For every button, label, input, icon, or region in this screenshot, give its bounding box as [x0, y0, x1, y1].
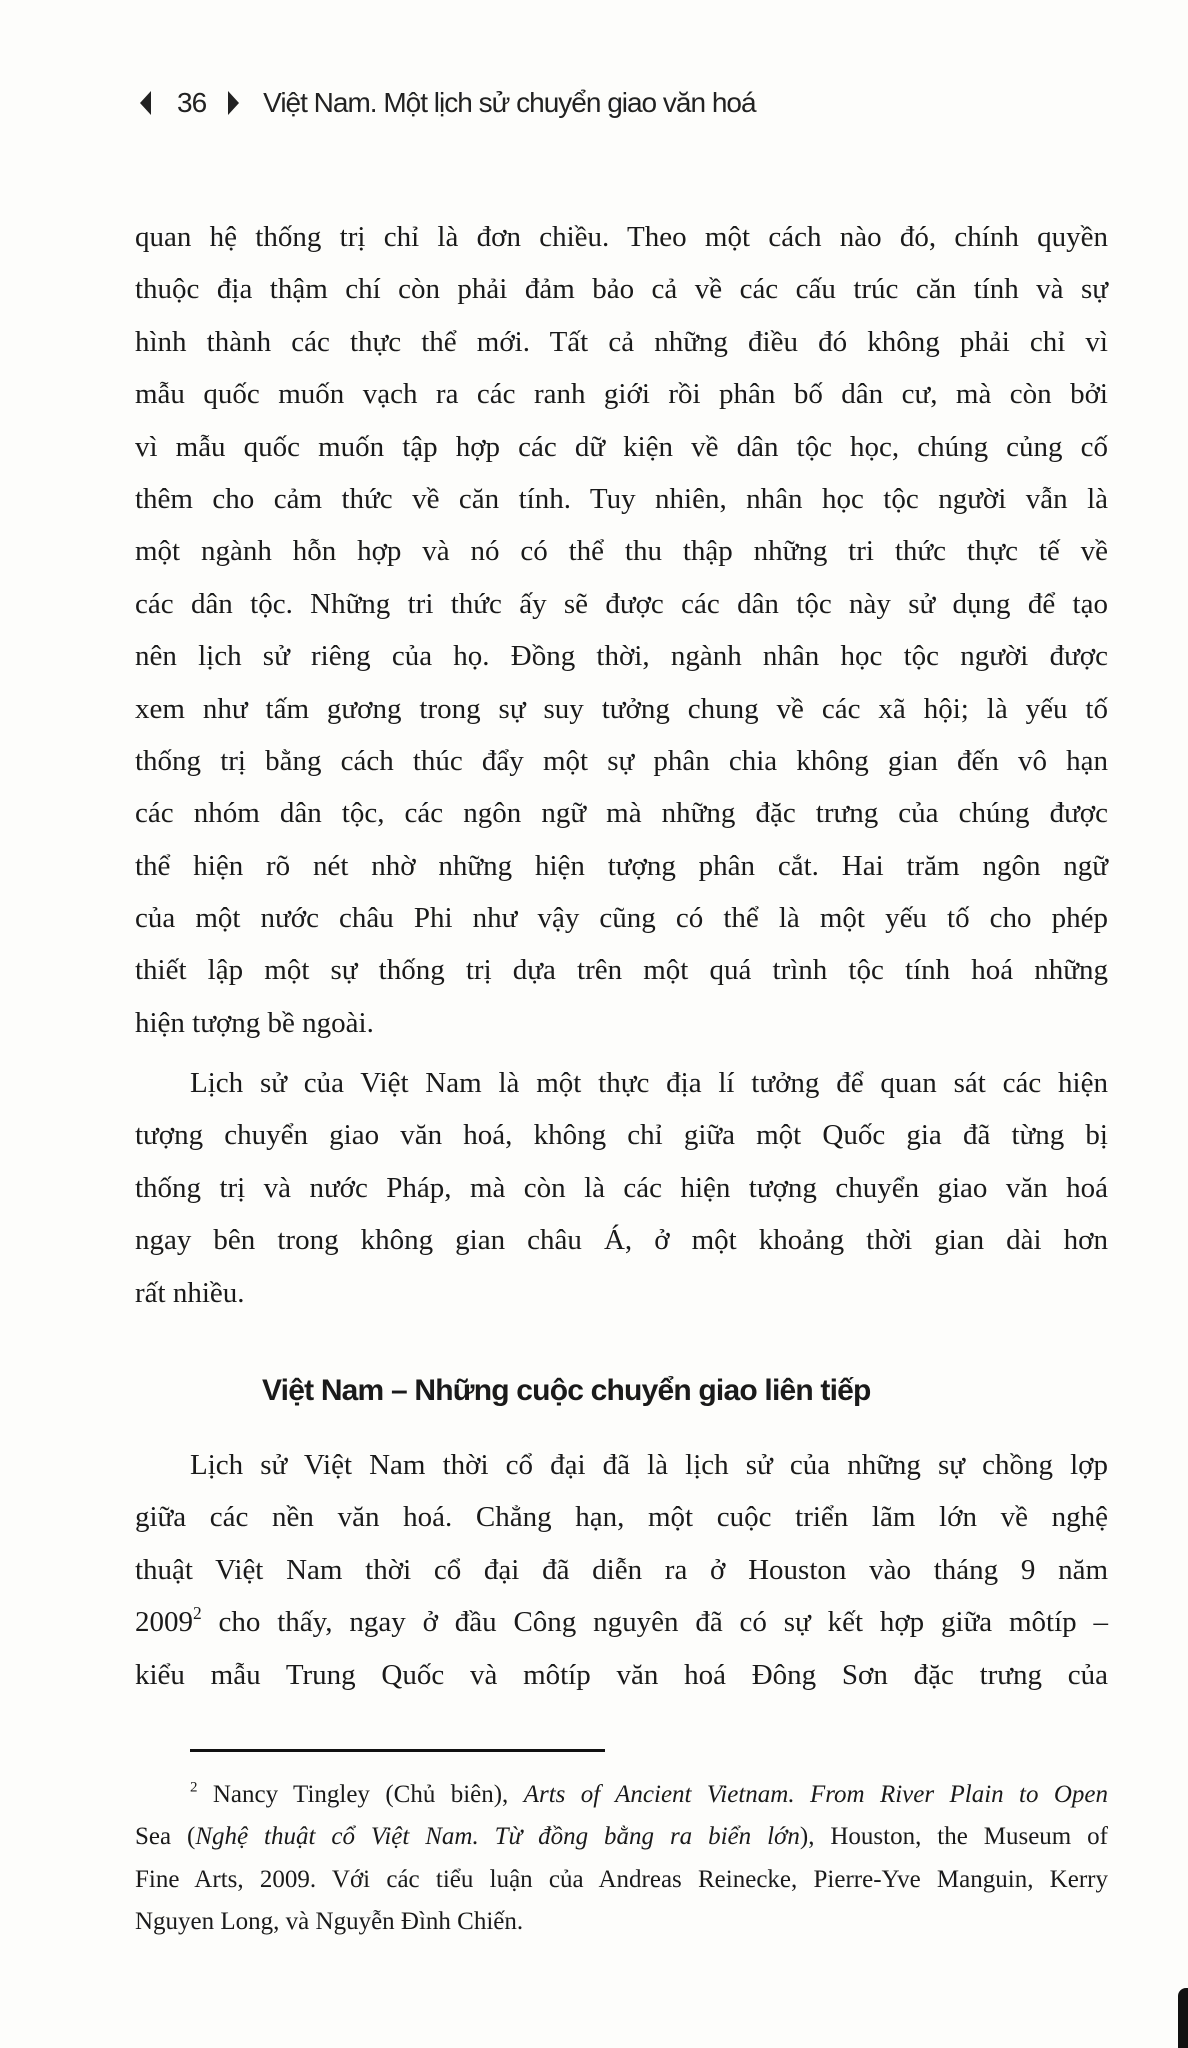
text: Nancy Tingley (Chủ biên), [197, 1781, 524, 1808]
footnote-marker: 2 [190, 1779, 198, 1796]
text: cho thấy, ngay ở đầu Công nguyên đã có sự kết hợp giữa môtíp – [201, 1606, 1108, 1639]
text-line: vì mẫu quốc muốn tập hợp các dữ kiện về dân tộc học, chúng củng cố [135, 430, 1108, 463]
footnote-line: Fine Arts, 2009. Với các tiểu luận của Andreas Reinecke, Pierre-Yve Manguin, Kerry [135, 1865, 1108, 1893]
text: ), Houston, the Museum of [799, 1823, 1109, 1851]
text-line: xem như tấm gương trong sự suy tưởng chung về các xã hội; là yếu tố [135, 692, 1108, 725]
running-header [140, 82, 756, 124]
footnote-line: Nguyen Long, và Nguyễn Đình Chiến. [135, 1907, 524, 1935]
page-number: 36 [177, 87, 207, 118]
text: 2009 [135, 1606, 193, 1639]
text-line: hiện tượng bề ngoài. [135, 1006, 374, 1039]
footnote-rule [190, 1749, 605, 1752]
book-title: Arts of Ancient Vietnam. From River Plain to Open [523, 1781, 1108, 1808]
text-line: nên lịch sử riêng của họ. Đồng thời, ngành nhân học tộc người được [135, 640, 1108, 673]
right-triangle-icon [228, 91, 239, 115]
text-line: thiết lập một sự thống trị dựa trên một quá trình tộc tính hoá những [135, 954, 1108, 987]
text-line: giữa các nền văn hoá. Chẳng hạn, một cuộc triển lãm lớn về nghệ [135, 1501, 1108, 1534]
text-line: thể hiện rõ nét nhờ những hiện tượng phân cắt. Hai trăm ngôn ngữ [135, 849, 1108, 882]
text-line: kiểu mẫu Trung Quốc và môtíp văn hoá Đông Sơn đặc trưng của [135, 1658, 1108, 1691]
text-line: ngay bên trong không gian châu Á, ở một khoảng thời gian dài hơn [135, 1224, 1108, 1257]
text-line: mẫu quốc muốn vạch ra các ranh giới rồi phân bố dân cư, mà còn bởi [135, 378, 1108, 411]
footnote-ref[interactable]: 2 [193, 1603, 202, 1623]
text-line: hình thành các thực thể mới. Tất cả những điều đó không phải chỉ vì [135, 325, 1108, 358]
section-heading: Việt Nam – Những cuộc chuyển giao liên tiếp [262, 1374, 871, 1407]
text-line: quan hệ thống trị chỉ là đơn chiều. Theo một cách nào đó, chính quyền [135, 221, 1108, 253]
text-line: các nhóm dân tộc, các ngôn ngữ mà những đặc trưng của chúng được [135, 797, 1108, 830]
footnote-line [135, 1774, 1108, 1816]
text-line: thuộc địa thậm chí còn phải đảm bảo cả về các cấu trúc căn tính và sự [135, 273, 1108, 306]
footnote [135, 1774, 1108, 1943]
paragraph-2 [135, 1057, 1108, 1319]
text-line: Lịch sử Việt Nam thời cổ đại đã là lịch sử của những sự chồng lợp [190, 1449, 1108, 1481]
text-line: thống trị bằng cách thúc đẩy một sự phân chia không gian đến vô hạn [135, 744, 1108, 777]
page-corner-shadow [1178, 1988, 1188, 2048]
text-line: các dân tộc. Những tri thức ấy sẽ được các dân tộc này sử dụng để tạo [135, 587, 1108, 620]
running-title: Việt Nam. Một lịch sử chuyển giao văn hoá [263, 87, 756, 118]
text-line: thêm cho cảm thức về căn tính. Tuy nhiên, nhân học tộc người vẫn là [135, 482, 1108, 515]
text-line: thuật Việt Nam thời cổ đại đã diễn ra ở Houston vào tháng 9 năm [135, 1553, 1108, 1586]
text-line: thống trị và nước Pháp, mà còn là các hiện tượng chuyển giao văn hoá [135, 1171, 1108, 1204]
left-triangle-icon [140, 91, 151, 115]
text-line: rất nhiều. [135, 1276, 245, 1309]
footnote-line [135, 1816, 1108, 1858]
paragraph-3 [135, 1439, 1108, 1701]
text: Sea ( [135, 1823, 196, 1851]
paragraph-1 [135, 211, 1108, 1049]
text-line: Lịch sử của Việt Nam là một thực địa lí tưởng để quan sát các hiện [190, 1067, 1108, 1099]
book-title-translation: Nghệ thuật cổ Việt Nam. Từ đồng bằng ra biển lớn [195, 1823, 800, 1851]
text-line: tượng chuyển giao văn hoá, không chỉ giữa một Quốc gia đã từng bị [135, 1119, 1108, 1152]
text-line [135, 1596, 1108, 1648]
text-line: một ngành hỗn hợp và nó có thể thu thập những tri thức thực tế về [135, 535, 1108, 568]
text-line: của một nước châu Phi như vậy cũng có thể là một yếu tố cho phép [135, 902, 1108, 935]
